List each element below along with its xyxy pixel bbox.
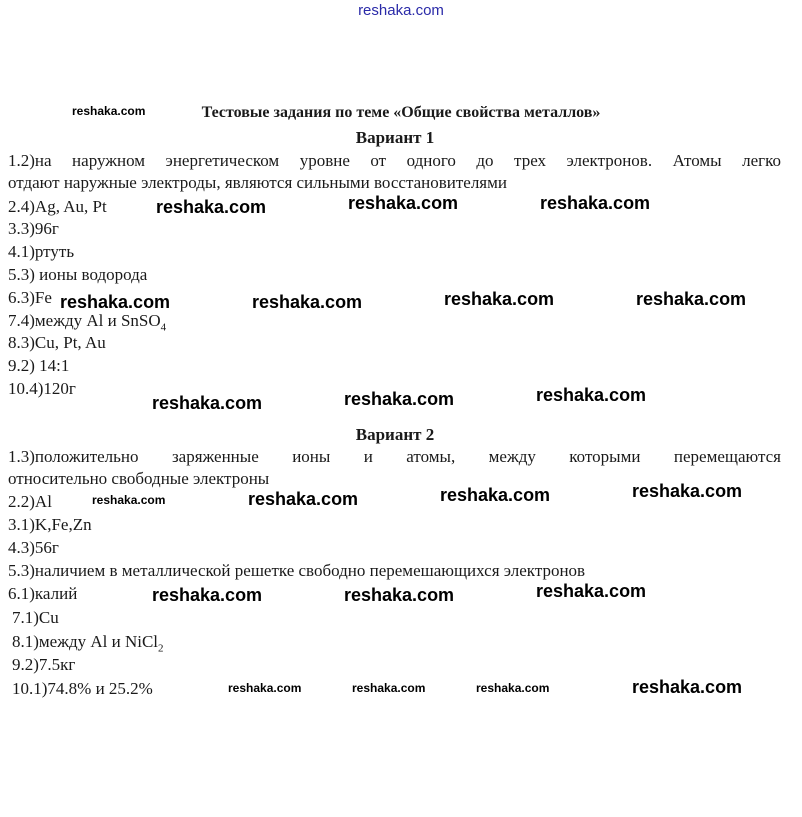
v2-answer-4: 4.3)56г — [8, 538, 59, 557]
v2-answer-9: 9.2)7.5кг — [12, 655, 76, 674]
v1-answer-7-sub: 4 — [160, 321, 167, 334]
watermark: reshaka.com — [92, 493, 166, 507]
v1-answer-3: 3.3)96г — [8, 219, 59, 238]
v2-answer-8-text: 8.1)между Al и NiCl — [12, 632, 159, 651]
watermark: reshaka.com — [344, 585, 455, 605]
v2-answer-8-sub: 2 — [158, 642, 164, 655]
watermark: reshaka.com — [248, 489, 359, 509]
watermark: reshaka.com — [444, 289, 555, 309]
v1-answer-7-text: 7.4)между Al и SnSO — [8, 311, 161, 330]
watermark: reshaka.com — [348, 193, 459, 213]
watermark: reshaka.com — [72, 104, 146, 118]
variant-2-heading: Вариант 2 — [355, 425, 435, 444]
v2-answer-3: 3.1)K,Fe,Zn — [8, 515, 92, 534]
watermark: reshaka.com — [632, 677, 743, 697]
v1-answer-4: 4.1)ртуть — [8, 242, 75, 261]
watermark: reshaka.com — [632, 481, 743, 501]
watermark: reshaka.com — [476, 681, 550, 695]
v2-answer-5: 5.3)наличием в металлической решетке свободно перемешающихся электронов — [8, 561, 586, 580]
v2-answer-1b: относительно свободные электроны — [8, 469, 270, 488]
v1-answer-8: 8.3)Cu, Pt, Au — [8, 333, 106, 352]
v2-answer-6: 6.1)калий — [8, 584, 78, 603]
watermark: reshaka.com — [540, 193, 651, 213]
watermark: reshaka.com — [152, 585, 263, 605]
v1-answer-10: 10.4)120г — [8, 379, 76, 398]
v1-answer-1a: 1.2)на наружном энергетическом уровне от одного до трех электронов. Атомы легко — [8, 151, 781, 170]
v2-answer-2: 2.2)Al — [8, 492, 52, 511]
v2-answer-7: 7.1)Cu — [12, 608, 59, 627]
watermark: reshaka.com — [252, 292, 363, 312]
page-title: Тестовые задания по теме «Общие свойства металлов» — [201, 104, 601, 121]
watermark: reshaka.com — [228, 681, 302, 695]
v1-answer-2: 2.4)Ag, Au, Pt — [8, 197, 107, 216]
watermark: reshaka.com — [536, 385, 647, 405]
watermark: reshaka.com — [636, 289, 747, 309]
variant-1-heading: Вариант 1 — [355, 128, 435, 147]
watermark: reshaka.com — [352, 681, 426, 695]
v1-answer-6: 6.3)Fe — [8, 288, 52, 307]
v1-answer-1b: отдают наружные электроды, являются сильными восстановителями — [8, 173, 507, 192]
watermark: reshaka.com — [344, 389, 455, 409]
v2-answer-10: 10.1)74.8% и 25.2% — [12, 679, 153, 698]
v2-answer-1a: 1.3)положительно заряженные ионы и атомы, между которыми перемещаются — [8, 447, 781, 466]
watermark: reshaka.com — [536, 581, 647, 601]
v1-answer-9: 9.2) 14:1 — [8, 356, 70, 375]
watermark: reshaka.com — [152, 393, 263, 413]
watermark: reshaka.com — [156, 197, 267, 217]
watermark: reshaka.com — [440, 485, 551, 505]
watermark: reshaka.com — [60, 292, 171, 312]
site-header[interactable]: reshaka.com — [358, 2, 444, 19]
v1-answer-5: 5.3) ионы водорода — [8, 265, 148, 284]
